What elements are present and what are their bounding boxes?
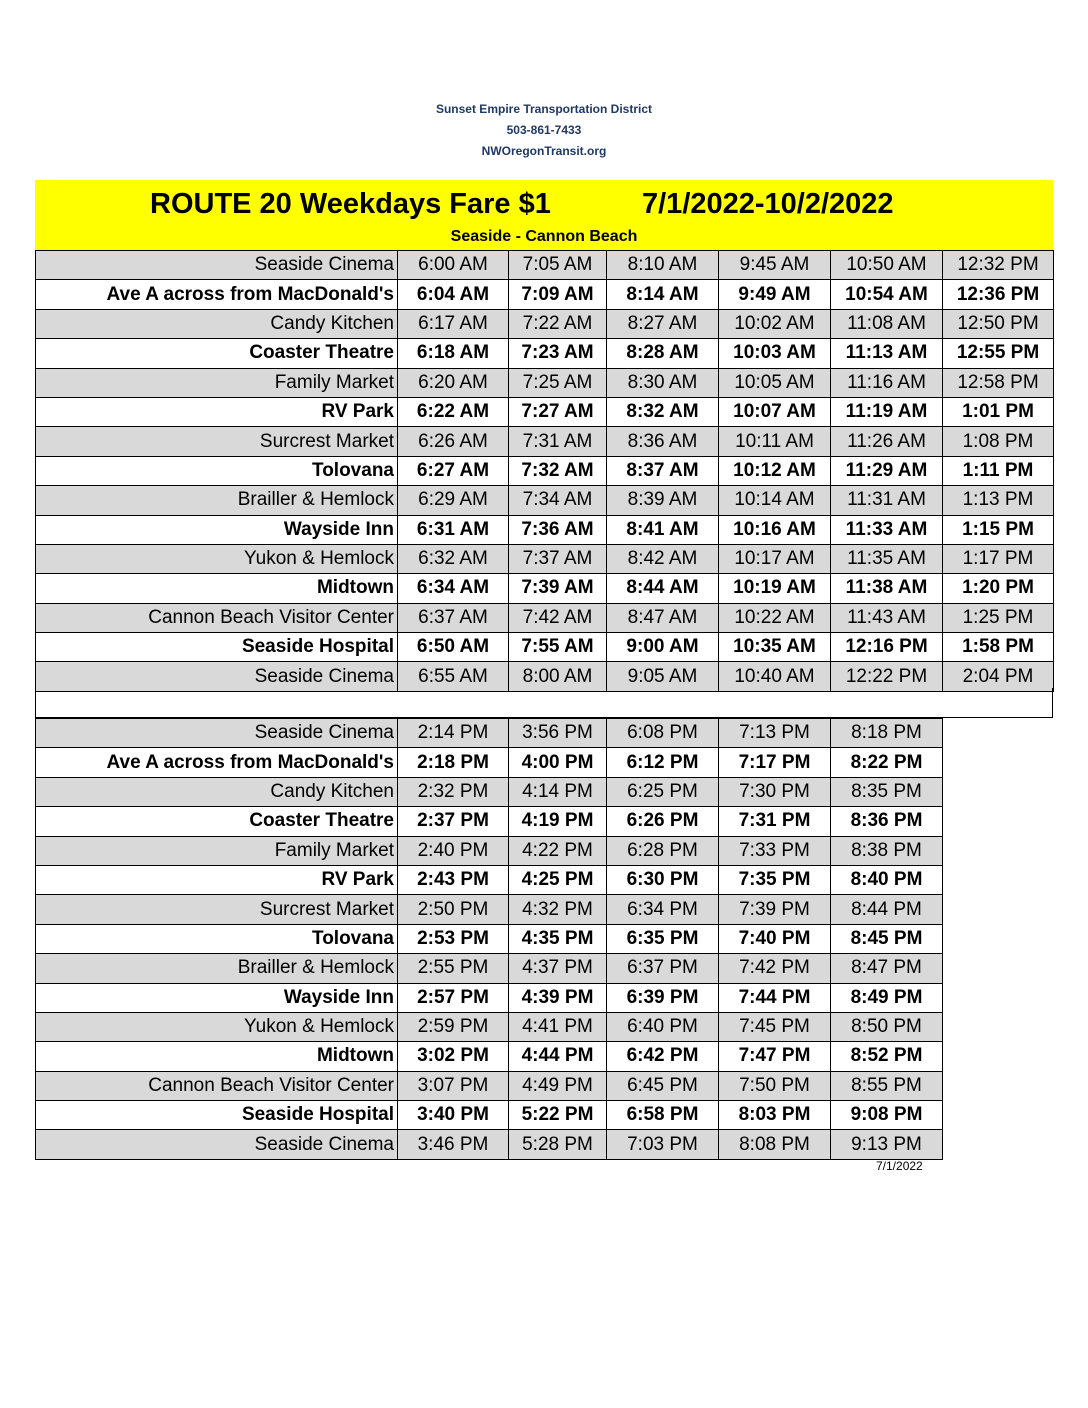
table-row <box>36 836 943 865</box>
departure-time: 3:07 PM <box>398 1071 509 1100</box>
departure-time: 11:13 AM <box>831 339 943 368</box>
table-row <box>36 456 1054 485</box>
departure-time: 7:33 PM <box>719 836 831 865</box>
stop-name: Seaside Cinema <box>36 251 398 280</box>
departure-time: 11:43 AM <box>831 603 943 632</box>
table-row <box>36 777 943 806</box>
route-title: ROUTE 20 Weekdays Fare $1 <box>150 188 551 220</box>
departure-time: 10:22 AM <box>719 603 831 632</box>
departure-time: 12:22 PM <box>831 662 943 691</box>
table-row <box>36 983 943 1012</box>
table-row <box>36 603 1054 632</box>
table-row <box>36 719 943 748</box>
stop-name: Seaside Hospital <box>36 1101 398 1130</box>
table-row <box>36 633 1054 662</box>
table-row <box>36 574 1054 603</box>
departure-time: 8:42 AM <box>607 544 719 573</box>
stop-name: Midtown <box>36 574 398 603</box>
departure-time: 6:34 AM <box>398 574 509 603</box>
departure-time: 8:18 PM <box>831 719 943 748</box>
departure-time: 8:36 AM <box>607 427 719 456</box>
stop-name: Tolovana <box>36 456 398 485</box>
table-row <box>36 1130 943 1159</box>
departure-time: 12:36 PM <box>943 280 1054 309</box>
departure-time: 7:47 PM <box>719 1042 831 1071</box>
departure-time: 8:35 PM <box>831 777 943 806</box>
departure-time: 6:12 PM <box>607 748 719 777</box>
departure-time: 6:35 PM <box>607 924 719 953</box>
stop-name: Yukon & Hemlock <box>36 1012 398 1041</box>
departure-time: 8:36 PM <box>831 807 943 836</box>
date-range: 7/1/2022-10/2/2022 <box>642 188 894 220</box>
departure-time: 10:11 AM <box>719 427 831 456</box>
departure-time: 4:35 PM <box>509 924 607 953</box>
departure-time: 9:00 AM <box>607 633 719 662</box>
stop-name: Surcrest Market <box>36 427 398 456</box>
stop-name: Brailler & Hemlock <box>36 954 398 983</box>
departure-time: 3:02 PM <box>398 1042 509 1071</box>
departure-time: 8:52 PM <box>831 1042 943 1071</box>
departure-time: 4:37 PM <box>509 954 607 983</box>
departure-time: 10:35 AM <box>719 633 831 662</box>
departure-time: 8:30 AM <box>607 368 719 397</box>
route-subtitle: Seaside - Cannon Beach <box>450 228 638 245</box>
departure-time: 2:04 PM <box>943 662 1054 691</box>
departure-time: 8:08 PM <box>719 1130 831 1159</box>
departure-time: 7:39 AM <box>509 574 607 603</box>
departure-time: 7:39 PM <box>719 895 831 924</box>
departure-time: 11:38 AM <box>831 574 943 603</box>
table-row <box>36 427 1054 456</box>
departure-time: 6:00 AM <box>398 251 509 280</box>
departure-time: 6:37 PM <box>607 954 719 983</box>
departure-time: 9:08 PM <box>831 1101 943 1130</box>
departure-time: 6:29 AM <box>398 486 509 515</box>
departure-time: 2:37 PM <box>398 807 509 836</box>
departure-time: 7:32 AM <box>509 456 607 485</box>
departure-time: 8:39 AM <box>607 486 719 515</box>
table-row <box>36 251 1054 280</box>
departure-time: 6:30 PM <box>607 865 719 894</box>
departure-time: 3:40 PM <box>398 1101 509 1130</box>
stop-name: Family Market <box>36 368 398 397</box>
departure-time: 7:34 AM <box>509 486 607 515</box>
departure-time: 2:55 PM <box>398 954 509 983</box>
departure-time: 7:31 PM <box>719 807 831 836</box>
agency-name: Sunset Empire Transportation District <box>435 102 653 116</box>
route-title-bar <box>35 180 1053 250</box>
departure-time: 5:22 PM <box>509 1101 607 1130</box>
departure-time: 8:47 AM <box>607 603 719 632</box>
departure-time: 10:50 AM <box>831 251 943 280</box>
departure-time: 2:59 PM <box>398 1012 509 1041</box>
departure-time: 6:40 PM <box>607 1012 719 1041</box>
stop-name: RV Park <box>36 865 398 894</box>
departure-time: 10:16 AM <box>719 515 831 544</box>
stop-name: Seaside Cinema <box>36 1130 398 1159</box>
departure-time: 7:35 PM <box>719 865 831 894</box>
departure-time: 10:07 AM <box>719 397 831 426</box>
departure-time: 4:49 PM <box>509 1071 607 1100</box>
departure-time: 11:16 AM <box>831 368 943 397</box>
departure-time: 10:40 AM <box>719 662 831 691</box>
departure-time: 7:23 AM <box>509 339 607 368</box>
table-row <box>36 486 1054 515</box>
departure-time: 1:15 PM <box>943 515 1054 544</box>
table-row <box>36 807 943 836</box>
stop-name: Wayside Inn <box>36 515 398 544</box>
departure-time: 9:05 AM <box>607 662 719 691</box>
table-row <box>36 397 1054 426</box>
stop-name: Midtown <box>36 1042 398 1071</box>
departure-time: 4:22 PM <box>509 836 607 865</box>
departure-time: 7:22 AM <box>509 309 607 338</box>
departure-time: 6:34 PM <box>607 895 719 924</box>
departure-time: 2:40 PM <box>398 836 509 865</box>
departure-time: 8:03 PM <box>719 1101 831 1130</box>
departure-time: 10:14 AM <box>719 486 831 515</box>
departure-time: 2:18 PM <box>398 748 509 777</box>
table-row <box>36 339 1054 368</box>
departure-time: 7:13 PM <box>719 719 831 748</box>
departure-time: 8:40 PM <box>831 865 943 894</box>
departure-time: 6:27 AM <box>398 456 509 485</box>
departure-time: 1:01 PM <box>943 397 1054 426</box>
stop-name: Cannon Beach Visitor Center <box>36 1071 398 1100</box>
departure-time: 8:32 AM <box>607 397 719 426</box>
departure-time: 7:31 AM <box>509 427 607 456</box>
table-spacer-row <box>35 688 1053 718</box>
departure-time: 12:58 PM <box>943 368 1054 397</box>
departure-time: 6:18 AM <box>398 339 509 368</box>
departure-time: 1:25 PM <box>943 603 1054 632</box>
table-row <box>36 1012 943 1041</box>
table-row <box>36 748 943 777</box>
departure-time: 7:45 PM <box>719 1012 831 1041</box>
departure-time: 8:14 AM <box>607 280 719 309</box>
departure-time: 9:49 AM <box>719 280 831 309</box>
departure-time: 6:25 PM <box>607 777 719 806</box>
departure-time: 4:44 PM <box>509 1042 607 1071</box>
departure-time: 6:58 PM <box>607 1101 719 1130</box>
departure-time: 7:27 AM <box>509 397 607 426</box>
departure-time: 1:58 PM <box>943 633 1054 662</box>
departure-time: 6:31 AM <box>398 515 509 544</box>
departure-time: 8:50 PM <box>831 1012 943 1041</box>
table-row <box>36 1071 943 1100</box>
departure-time: 5:28 PM <box>509 1130 607 1159</box>
table-row <box>36 865 943 894</box>
departure-time: 11:33 AM <box>831 515 943 544</box>
departure-time: 8:38 PM <box>831 836 943 865</box>
departure-time: 11:19 AM <box>831 397 943 426</box>
departure-time: 1:08 PM <box>943 427 1054 456</box>
departure-time: 8:41 AM <box>607 515 719 544</box>
departure-time: 7:30 PM <box>719 777 831 806</box>
stop-name: Brailler & Hemlock <box>36 486 398 515</box>
departure-time: 1:17 PM <box>943 544 1054 573</box>
departure-time: 6:17 AM <box>398 309 509 338</box>
departure-time: 7:50 PM <box>719 1071 831 1100</box>
stop-name: Yukon & Hemlock <box>36 544 398 573</box>
departure-time: 1:13 PM <box>943 486 1054 515</box>
stop-name: Wayside Inn <box>36 983 398 1012</box>
departure-time: 7:40 PM <box>719 924 831 953</box>
departure-time: 11:29 AM <box>831 456 943 485</box>
departure-time: 2:32 PM <box>398 777 509 806</box>
departure-time: 6:08 PM <box>607 719 719 748</box>
departure-time: 9:13 PM <box>831 1130 943 1159</box>
table-row <box>36 924 943 953</box>
stop-name: Ave A across from MacDonald's <box>36 748 398 777</box>
departure-time: 6:04 AM <box>398 280 509 309</box>
stop-name: Ave A across from MacDonald's <box>36 280 398 309</box>
schedule-table-morning <box>35 250 1054 692</box>
departure-time: 8:44 AM <box>607 574 719 603</box>
departure-time: 6:55 AM <box>398 662 509 691</box>
departure-time: 8:44 PM <box>831 895 943 924</box>
departure-time: 12:32 PM <box>943 251 1054 280</box>
departure-time: 10:05 AM <box>719 368 831 397</box>
departure-time: 7:09 AM <box>509 280 607 309</box>
departure-time: 4:00 PM <box>509 748 607 777</box>
departure-time: 8:55 PM <box>831 1071 943 1100</box>
departure-time: 7:25 AM <box>509 368 607 397</box>
departure-time: 9:45 AM <box>719 251 831 280</box>
departure-time: 11:08 AM <box>831 309 943 338</box>
stop-name: Seaside Hospital <box>36 633 398 662</box>
stop-name: Coaster Theatre <box>36 807 398 836</box>
stop-name: Cannon Beach Visitor Center <box>36 603 398 632</box>
table-row <box>36 895 943 924</box>
departure-time: 8:22 PM <box>831 748 943 777</box>
departure-time: 8:28 AM <box>607 339 719 368</box>
stop-name: Seaside Cinema <box>36 662 398 691</box>
departure-time: 3:46 PM <box>398 1130 509 1159</box>
departure-time: 12:50 PM <box>943 309 1054 338</box>
agency-website: NWOregonTransit.org <box>481 144 607 158</box>
departure-time: 6:26 PM <box>607 807 719 836</box>
table-row <box>36 954 943 983</box>
departure-time: 10:02 AM <box>719 309 831 338</box>
departure-time: 4:41 PM <box>509 1012 607 1041</box>
stop-name: Seaside Cinema <box>36 719 398 748</box>
stop-name: Tolovana <box>36 924 398 953</box>
departure-time: 8:49 PM <box>831 983 943 1012</box>
departure-time: 2:43 PM <box>398 865 509 894</box>
departure-time: 7:17 PM <box>719 748 831 777</box>
departure-time: 12:16 PM <box>831 633 943 662</box>
departure-time: 2:50 PM <box>398 895 509 924</box>
agency-phone: 503-861-7433 <box>506 123 582 137</box>
departure-time: 10:12 AM <box>719 456 831 485</box>
departure-time: 10:03 AM <box>719 339 831 368</box>
table-row <box>36 544 1054 573</box>
departure-time: 6:39 PM <box>607 983 719 1012</box>
departure-time: 7:55 AM <box>509 633 607 662</box>
departure-time: 10:19 AM <box>719 574 831 603</box>
departure-time: 7:44 PM <box>719 983 831 1012</box>
departure-time: 6:20 AM <box>398 368 509 397</box>
departure-time: 7:03 PM <box>607 1130 719 1159</box>
agency-header <box>0 99 1088 162</box>
departure-time: 7:42 PM <box>719 954 831 983</box>
departure-time: 7:42 AM <box>509 603 607 632</box>
table-row <box>36 662 1054 691</box>
departure-time: 8:37 AM <box>607 456 719 485</box>
departure-time: 6:26 AM <box>398 427 509 456</box>
departure-time: 4:19 PM <box>509 807 607 836</box>
stop-name: Family Market <box>36 836 398 865</box>
departure-time: 7:37 AM <box>509 544 607 573</box>
departure-time: 7:05 AM <box>509 251 607 280</box>
departure-time: 6:45 PM <box>607 1071 719 1100</box>
departure-time: 4:25 PM <box>509 865 607 894</box>
departure-time: 6:42 PM <box>607 1042 719 1071</box>
departure-time: 10:17 AM <box>719 544 831 573</box>
table-row <box>36 309 1054 338</box>
footer-date: 7/1/2022 <box>876 1159 923 1173</box>
stop-name: Candy Kitchen <box>36 309 398 338</box>
departure-time: 2:57 PM <box>398 983 509 1012</box>
stop-name: Surcrest Market <box>36 895 398 924</box>
departure-time: 8:47 PM <box>831 954 943 983</box>
departure-time: 6:28 PM <box>607 836 719 865</box>
departure-time: 11:35 AM <box>831 544 943 573</box>
stop-name: Coaster Theatre <box>36 339 398 368</box>
departure-time: 4:14 PM <box>509 777 607 806</box>
stop-name: Candy Kitchen <box>36 777 398 806</box>
departure-time: 8:45 PM <box>831 924 943 953</box>
schedule-table-afternoon <box>35 718 943 1160</box>
departure-time: 6:50 AM <box>398 633 509 662</box>
departure-time: 11:31 AM <box>831 486 943 515</box>
departure-time: 10:54 AM <box>831 280 943 309</box>
departure-time: 6:32 AM <box>398 544 509 573</box>
stop-name: RV Park <box>36 397 398 426</box>
departure-time: 3:56 PM <box>509 719 607 748</box>
departure-time: 8:00 AM <box>509 662 607 691</box>
table-row <box>36 280 1054 309</box>
table-row <box>36 1042 943 1071</box>
departure-time: 4:32 PM <box>509 895 607 924</box>
departure-time: 8:10 AM <box>607 251 719 280</box>
table-row <box>36 368 1054 397</box>
departure-time: 11:26 AM <box>831 427 943 456</box>
departure-time: 2:14 PM <box>398 719 509 748</box>
table-row <box>36 515 1054 544</box>
departure-time: 2:53 PM <box>398 924 509 953</box>
table-row <box>36 1101 943 1130</box>
departure-time: 7:36 AM <box>509 515 607 544</box>
departure-time: 1:11 PM <box>943 456 1054 485</box>
departure-time: 1:20 PM <box>943 574 1054 603</box>
departure-time: 8:27 AM <box>607 309 719 338</box>
departure-time: 6:22 AM <box>398 397 509 426</box>
departure-time: 4:39 PM <box>509 983 607 1012</box>
departure-time: 12:55 PM <box>943 339 1054 368</box>
departure-time: 6:37 AM <box>398 603 509 632</box>
